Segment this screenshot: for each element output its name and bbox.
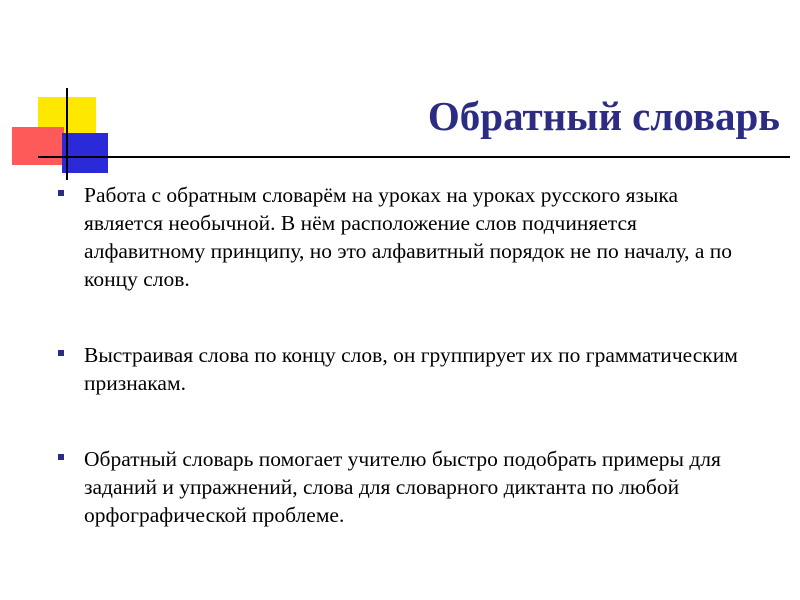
bullet-text: Выстраивая слова по концу слов, он группирует их по грамматическим признакам. xyxy=(84,343,738,395)
bullet-item xyxy=(58,445,758,529)
bullet-square-icon xyxy=(58,190,64,196)
title-underline xyxy=(38,156,790,158)
decor-red-square xyxy=(12,127,64,165)
decor-vertical-line xyxy=(66,88,68,180)
bullet-text: Обратный словарь помогает учителю быстро подобрать примеры для заданий и упражнений, слова для словарного диктанта по любой орфографической проблеме. xyxy=(84,447,721,527)
bullet-text: Работа с обратным словарём на уроках на уроках русского языка является необычной. В нём расположение слов подчиняется алфавитному принципу, но это алфавитный порядок не по началу, а по концу слов. xyxy=(84,183,733,291)
bullet-item xyxy=(58,181,758,293)
bullet-square-icon xyxy=(58,454,64,460)
bullet-item xyxy=(58,341,758,397)
decor-blue-square xyxy=(62,133,108,173)
bullet-square-icon xyxy=(58,350,64,356)
slide-title: Обратный словарь xyxy=(427,93,780,139)
